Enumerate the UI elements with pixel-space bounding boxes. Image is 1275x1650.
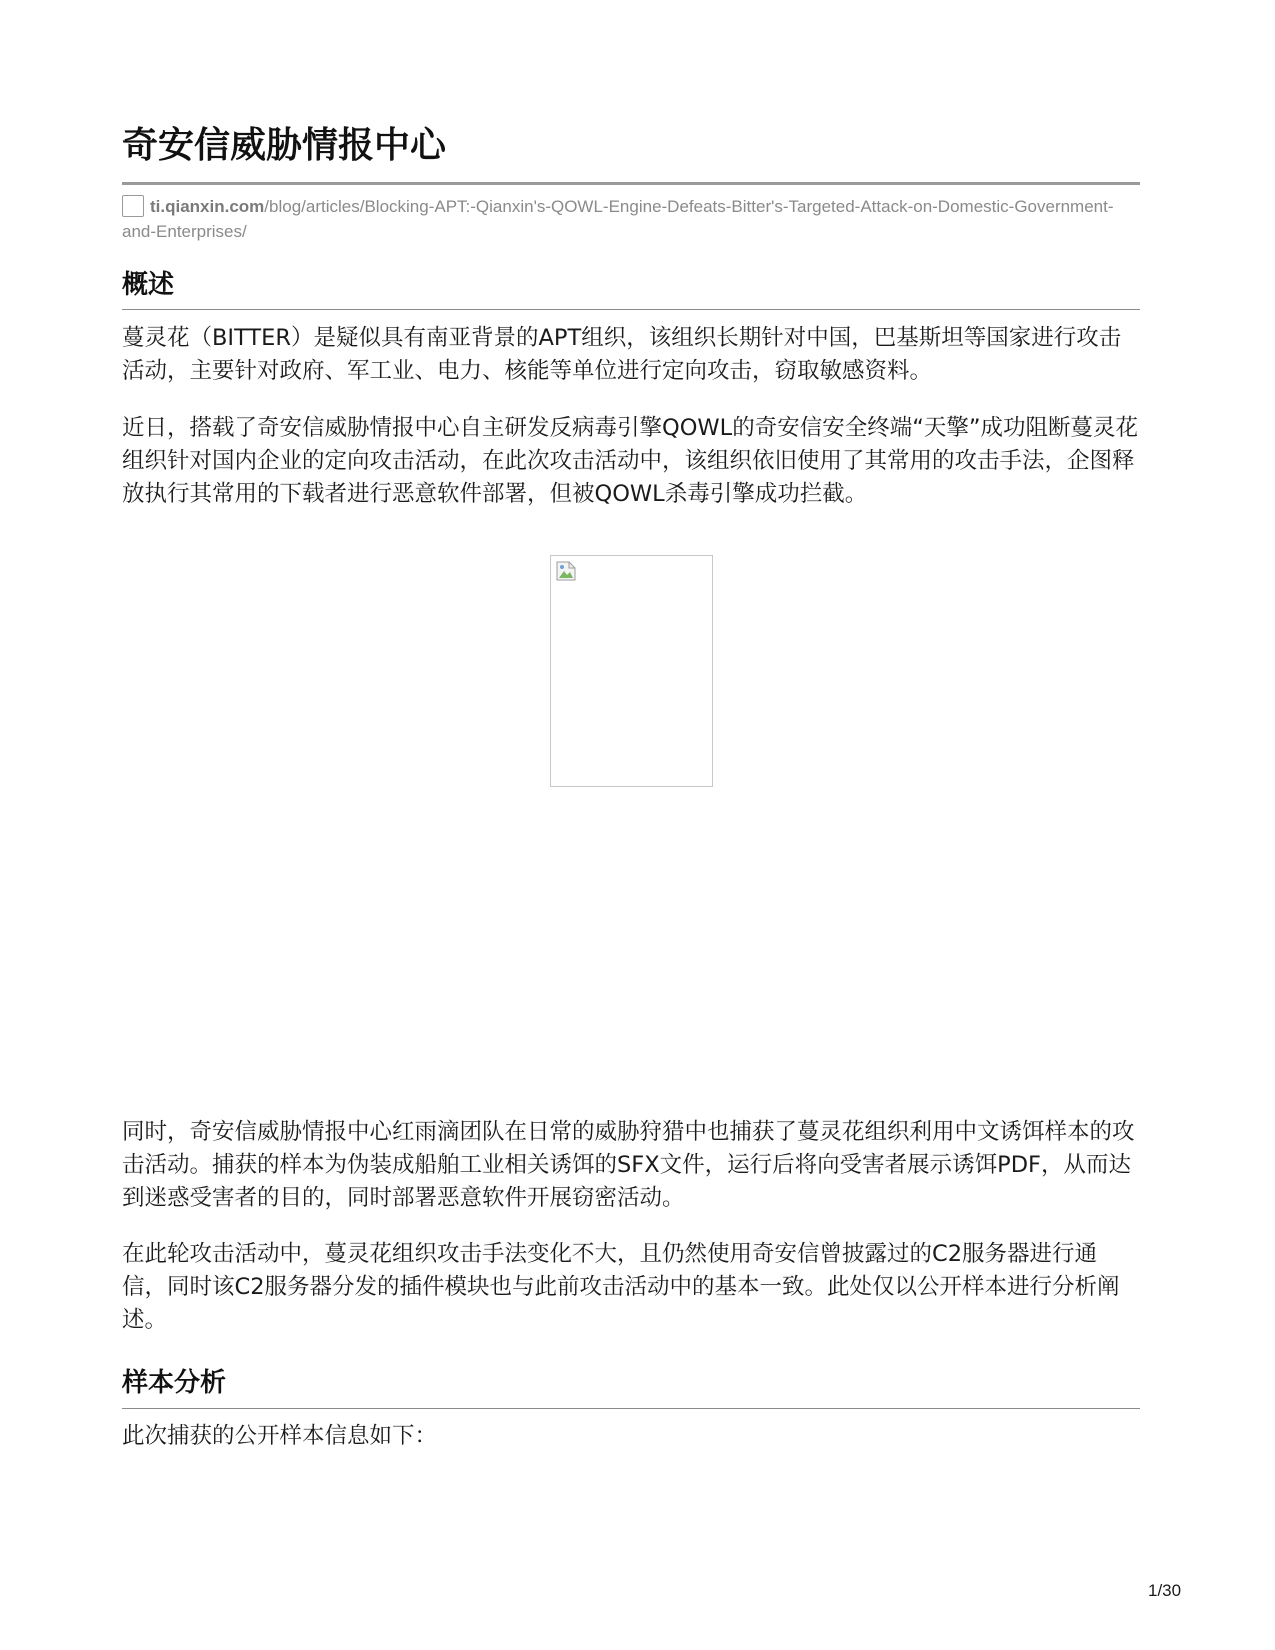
broken-image-icon [554,559,578,583]
broken-favicon-icon [122,195,144,217]
title-divider [122,182,1140,185]
overview-paragraph-4: 在此轮攻击活动中，蔓灵花组织攻击手法变化不大，且仍然使用奇安信曾披露过的C2服务器进行通信，同时该C2服务器分发的插件模块也与此前攻击活动中的基本一致。此处仅以公开样本进行分析阐述。 [122,1241,1120,1333]
overview-paragraph-2: 近日，搭载了奇安信威胁情报中心自主研发反病毒引擎QOWL的奇安信安全终端“天擎”成功阻断蔓灵花组织针对国内企业的定向攻击活动，在此次攻击活动中，该组织依旧使用了其常用的攻击手法，企图释放执行其常用的下载者进行恶意软件部署，但被QOWL杀毒引擎成功拦截。 [122,415,1139,507]
overview-paragraph-3: 同时，奇安信威胁情报中心红雨滴团队在日常的威胁狩猎中也捕获了蔓灵花组织利用中文诱饵样本的攻击活动。捕获的样本为伪装成船舶工业相关诱饵的SFX文件，运行后将向受害者展示诱饵PDF，从而达到迷惑受害者的目的，同时部署恶意软件开展窃密活动。 [122,1119,1135,1211]
page-number: 1/30 [1148,1581,1182,1600]
sample-analysis-paragraph-1: 此次捕获的公开样本信息如下： [122,1423,438,1449]
section-divider-overview [122,309,1140,310]
source-url[interactable] [122,194,1140,244]
section-divider-sample-analysis [122,1408,1140,1409]
site-title: 奇安信威胁情报中心 [122,125,447,166]
section-heading-sample-analysis: 样本分析 [122,1368,227,1398]
source-url-domain: ti.qianxin.com [150,197,265,216]
source-url-path: /blog/articles/Blocking-APT:-Qianxin's-QOWL-Engine-Defeats-Bitter's-Targeted-Attack-on-Domestic-Government-and-Enterprises/ [122,197,1114,241]
article-image [550,555,713,787]
section-heading-overview: 概述 [122,270,175,300]
overview-paragraph-1: 蔓灵花（BITTER）是疑似具有南亚背景的APT组织，该组织长期针对中国，巴基斯坦等国家进行攻击活动，主要针对政府、军工业、电力、核能等单位进行定向攻击，窃取敏感资料。 [122,325,1122,384]
